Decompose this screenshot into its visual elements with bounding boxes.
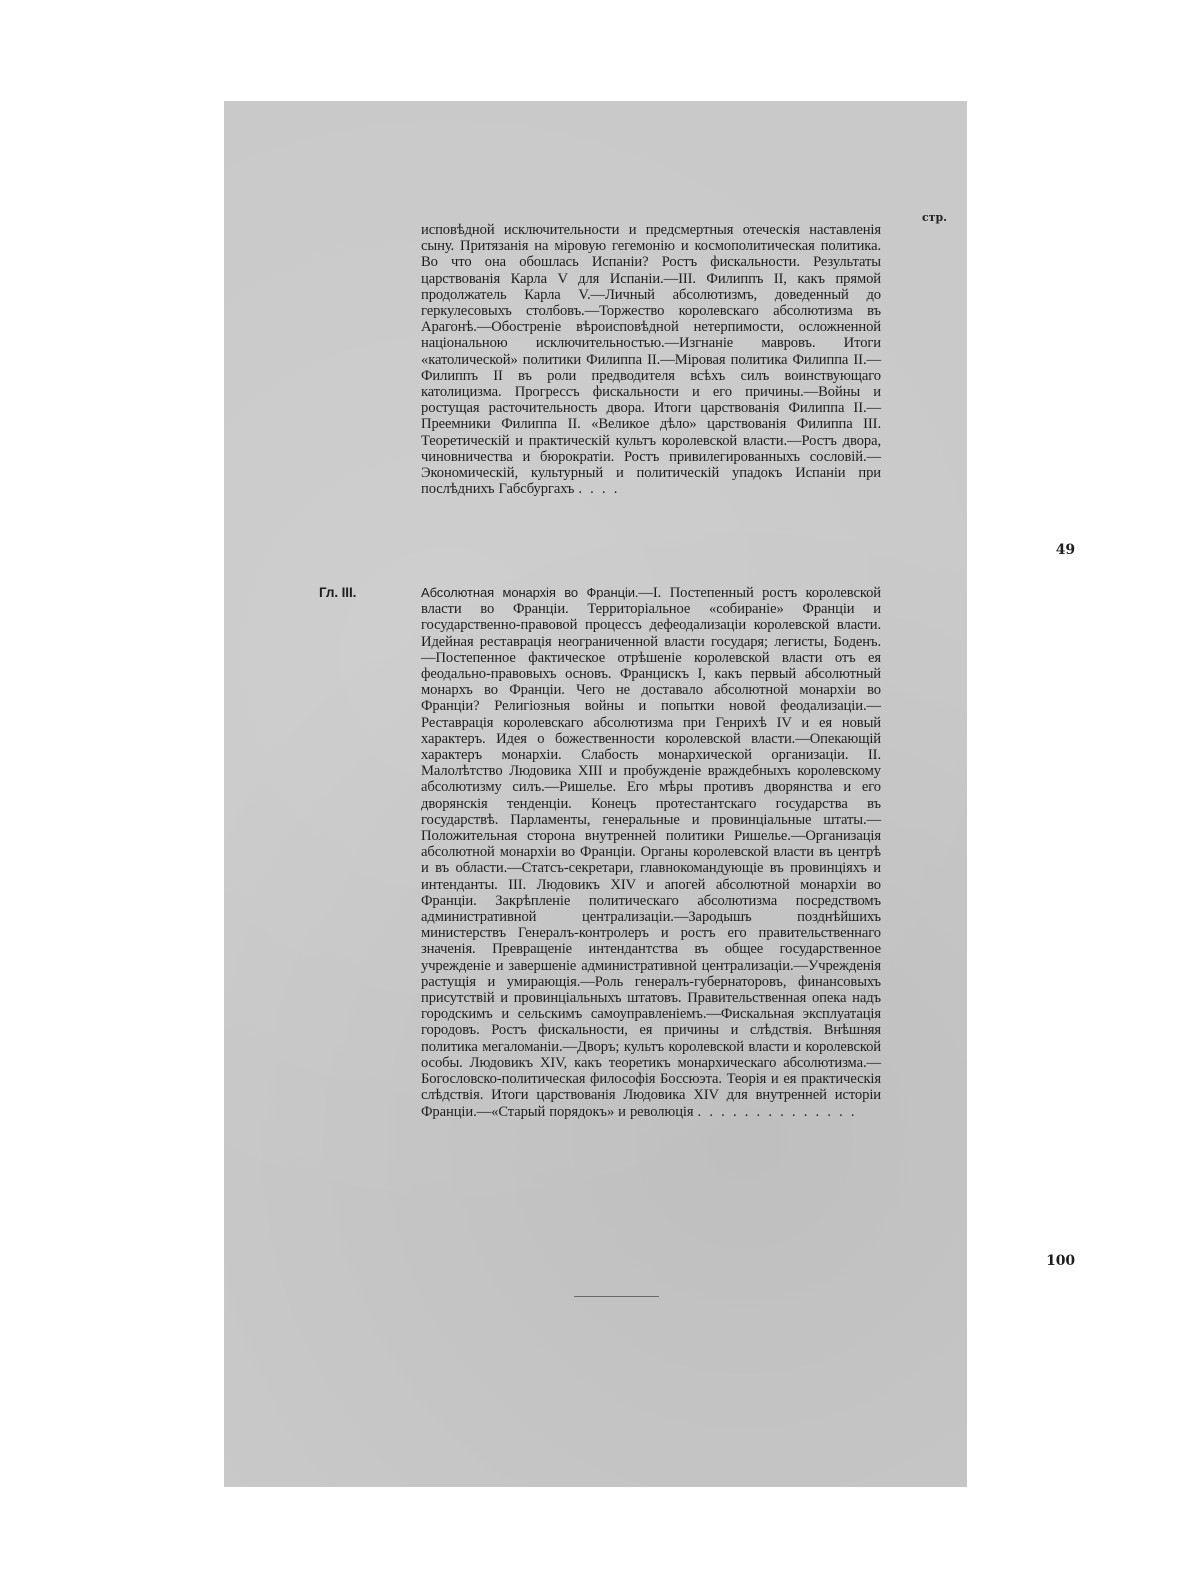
toc-page-number: 100 [1046, 1253, 1075, 1269]
toc-entry-description: исповѣдной исключительности и предсмертныя отеческія наставленія сыну. Притязанія на міровую гегемонію и космополитическая политика. Во что она обошлась Испаніи? Ростъ фискальности. Результаты царствованія Карла V для Испаніи.—III. Филиппъ II, какъ прямой продолжатель Карла V.—Личный абсолютизмъ, доведенный до геркулесовыхъ столбовъ.—Торжество королевскаго абсолютизма въ Арагонѣ.—Обостреніе вѣроисповѣдной нетерпимости, осложненной національною исключительностью.—Изгнаніе мавровъ. Итоги «католической» политики Филиппа II.—Міровая политика Филиппа II.—Филиппъ II въ роли предводителя всѣхъ силъ воинствующаго католицизма. Прогрессъ фискальности и его причины.—Войны и ростущая расточительность двора. Итоги царствованія Филиппа II.—Преемники Филиппа II. «Великое дѣло» царствованія Филиппа III. Теоретическій и практическій культъ королевской власти.—Ростъ двора, чиновничества и бюрократіи. Ростъ привилегированныхъ сословій.—Экономическій, культурный и политическій упадокъ Испаніи при послѣднихъ Габсбургахъ [421, 222, 881, 498]
toc-entry-description: —I. Постепенный ростъ королевской власти во Франціи. Территоріальное «собираніе» Франціи и государственно-правовой процессъ дефеодализаціи королевской власти. Идейная реставрація неограниченной власти государя; легисты, Боденъ.—Постепенное фактическое отрѣшеніе королевской власти отъ ея феодально-правовыхъ основъ. Францискъ I, какъ первый абсолютный монархъ во Франціи. Чего не доставало абсолютной монархіи во Франціи? Религіозныя войны и попытки новой феодализаціи.—Реставрація королевскаго абсолютизма при Генрихѣ IV и ея новый характеръ. Идея о божественности королевской власти.—Опекающій характеръ монархіи. Слабость монархической организаціи. II. Малолѣтство Людовика XIII и пробужденіе враждебныхъ королевскому абсолютизму силъ.—Ришелье. Его мѣры противъ дворянства и его дворянскія тенденціи. Конецъ протестантскаго государства въ государствѣ. Парламенты, генеральные и провинціальные штаты.—Положительная сторона внутренней политики Ришелье.—Организація абсолютной монархіи во Франціи. Органы королевской власти въ центрѣ и въ области.—Статсъ-секретари, главнокомандующіе въ провинціяхъ и интенданты. III. Людовикъ XIV и апогей абсолютной монархіи во Франціи. Закрѣпленіе политическаго абсолютизма посредствомъ административной централизаціи.—Зародышъ позднѣйшихъ министерствъ Генералъ-контролеръ и ростъ его правительственнаго значенія. Превращеніе интендантства въ общее государственное учрежденіе и завершеніе административной централизаціи.—Учрежденія растущія и умирающія.—Роль генералъ-губернаторовъ, финансовыхъ присутствій и провинціальныхъ штатовъ. Правительственная опека надъ городскимъ и сельскимъ самоуправленіемъ.—Фискальная эксплуатація городовъ. Ростъ фискальности, ея причины и слѣдствія. Внѣшняя политика мегаломаніи.—Дворъ; культъ королевской власти и королевской особы. Людовикъ XIV, какъ теоретикъ монархическаго абсолютизма.—Богословско-политическая философія Боссюэта. Теорія и ея практическія слѣдствія. Итоги царствованія Людовика XIV для внутренней исторіи Франціи.—«Старый порядокъ» и революція [421, 585, 881, 1120]
chapter-title: Абсолютная монархія во Франціи. [421, 585, 639, 600]
toc-entry-text [421, 222, 881, 497]
chapter-label: Гл. III. [319, 585, 357, 600]
dot-leader: . . . . . . . . . . . . . . [697, 1103, 857, 1120]
toc-entry-text [421, 585, 881, 1120]
toc-entry [319, 585, 1103, 1385]
separator-rule [574, 1296, 659, 1297]
dot-leader: . . . . [578, 481, 620, 498]
toc-page-number: 49 [1055, 542, 1075, 558]
page-column-label: стр. [921, 211, 947, 224]
scanned-page [224, 101, 1075, 1487]
